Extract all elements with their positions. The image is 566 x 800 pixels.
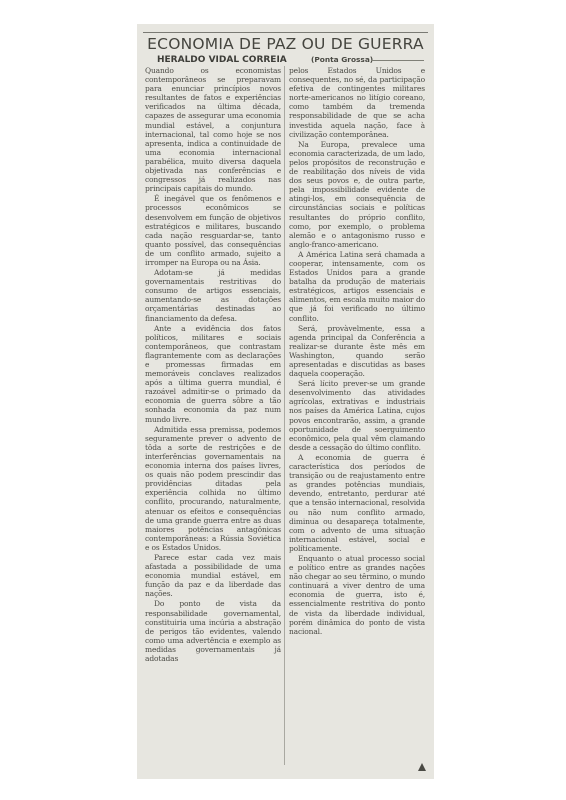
paragraph: Será lícito prever-se um grande desenvolvimento das atividades agrícolas, extrativas e industriais nos países da América Latina, cujos povos encontrarão, assim, a grande oportunidade de soerguimento econômico, pela qual vêm clamando desde a cessação do último conflito.	[289, 379, 425, 452]
triangle-end-mark-icon	[418, 763, 426, 771]
paragraph: Na Europa, prevalece uma economia caracterizada, de um lado, pelos propósitos de reconstrução e de reabilitação dos níveis de vida dos seus povos e, de outra parte, pela impossibilidade evidente de atingi-los, em consequência de circunstâncias sociais e políticas resultantes do próprio conflito, como, por exemplo, o problema alemão e o antagonismo russo e anglo-franco-americano.	[289, 139, 425, 249]
paragraph: pelos Estados Unidos e consequentes, no sé, da participação efetiva de contingentes militares norte-americanos no litígio coreano, como também da tremenda responsabilidade de que se acha investida aquela nação, face à civilização contemporânea.	[289, 66, 425, 139]
paragraph: Será, provàvelmente, essa a agenda principal da Conferência a realizar-se durante êste mês em Washington, quando serão apresentadas e discutidas as bases daquela cooperação.	[289, 323, 425, 379]
paragraph: Do ponto de vista da responsabilidade governamental, constituiria uma incúria a abstração de perigos tão evidentes, valendo como uma advertência e exemplo as medidas governamentais já adotadas	[145, 599, 281, 663]
article-title: ECONOMIA DE PAZ OU DE GUERRA	[147, 35, 424, 53]
author-name: HERALDO VIDAL CORREIA	[157, 55, 287, 65]
column-divider	[284, 66, 285, 765]
paragraph: Admitida essa premissa, podemos seguramente prever o advento de tôda a sorte de restrições e de interferências governamentais na economia interna dos países livres, os quais não podem prescindir das providências ditadas pela experiência colhida no último conflito, procurando, naturalmente, atenuar os efeitos e consequências de uma grande guerra entre as duas maiores potências antagônicas contemporâneas: a Rússia Soviética e os Estados Unidos.	[145, 424, 281, 552]
author-location: (Ponta Grossa)	[311, 55, 374, 64]
paragraph: Enquanto o atual processo social e político entre as grandes nações não chegar ao seu têrmino, o mundo continuará a viver dentro de uma economia de guerra, isto é, essencialmente restritiva do ponto de vista da liberdade individual, porém dinâmica do ponto de vista nacional.	[289, 553, 425, 636]
paragraph: Ante a evidência dos fatos políticos, militares e sociais contemporâneos, que contrastam flagrantemente com as declarações e promessas firmadas em memoráveis conclaves realizados após a última guerra mundial, é razoável admitir-se o primado da economia de guerra sôbre a tão sonhada economia da paz num mundo livre.	[145, 323, 281, 424]
paragraph: A América Latina será chamada a cooperar, intensamente, com os Estados Unidos para a grande batalha da produção de materiais estratégicos, artigos essenciais e alimentos, em escala muito maior do que já foi verificado no último conflito.	[289, 249, 425, 323]
byline-rule	[371, 60, 424, 61]
paragraph: Quando os economistas contemporâneos se preparavam para enunciar princípios novos resultantes de fatos e experiências verificados na última década, capazes de assegurar uma economia mundial estável, a conjuntura internacional, tal como hoje se nos apresenta, indica a continuidade de uma economia internacional parabélica, muito diversa daquela objetivada nas conferências e congressos já realizados nas principais capitais do mundo.	[145, 66, 281, 194]
paragraph: Adotam-se já medidas governamentais restritivas do consumo de artigos essenciais, aumentando-se as dotações orçamentárias destinadas ao financiamento da defesa.	[145, 268, 281, 323]
left-column	[145, 66, 281, 771]
paragraph: É inegável que os fenômenos e processos econômicos se desenvolvem em função de objetivos estratégicos e militares, buscando cada nação resguardar-se, tanto quanto possível, das consequências de um conflito armado, sujeito a irromper na Europa ou na Ásia.	[145, 194, 281, 267]
top-rule	[143, 32, 428, 33]
right-column	[289, 66, 425, 771]
paragraph: A economia de guerra é característica dos períodos de transição ou de reajustamento entre as grandes potências mundiais, devendo, entretanto, perdurar até que a tensão internacional, resolvida ou não num conflito armado, diminua ou desapareça totalmente, com o advento de uma situação internacional estável, social e políticamente.	[289, 452, 425, 553]
byline-row	[145, 54, 426, 66]
newspaper-clipping	[137, 24, 434, 779]
paragraph: Parece estar cada vez mais afastada a possibilidade de uma economia mundial estável, em função da paz e da liberdade das nações.	[145, 552, 281, 599]
